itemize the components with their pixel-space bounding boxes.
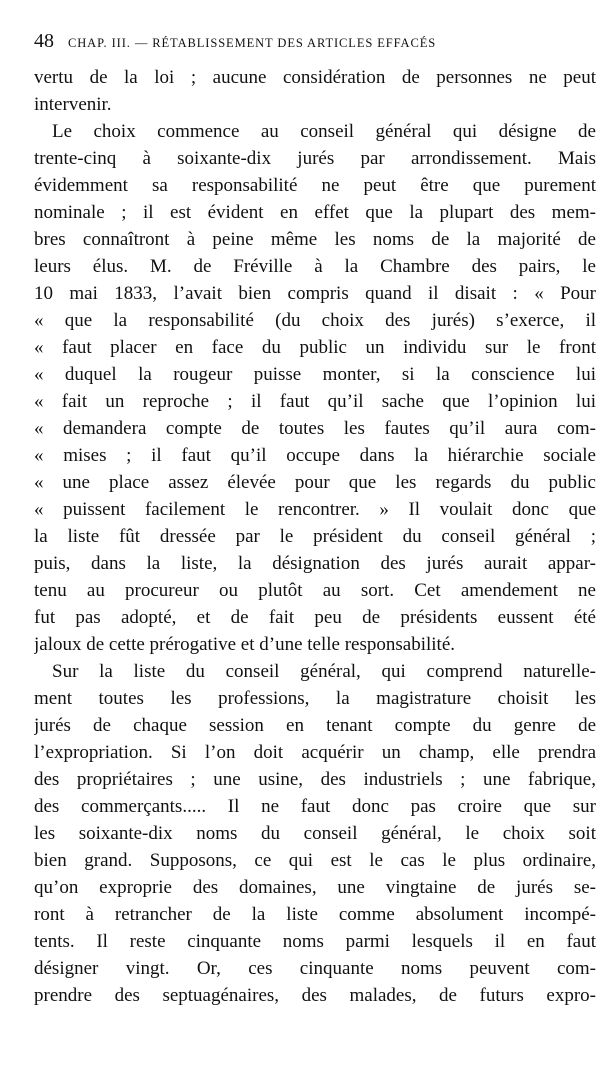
text-line: fut pas adopté, et de fait peu de présidents eussent été	[34, 607, 596, 628]
paragraph	[34, 658, 596, 1009]
text-line: jurés de chaque session en tenant compte du genre de	[34, 715, 596, 736]
text-line: « demandera compte de toutes les fautes qu’il aura com-	[34, 418, 596, 439]
body-text	[34, 64, 596, 1009]
text-line: trente-cinq à soixante-dix jurés par arrondissement. Mais	[34, 148, 596, 169]
text-line: tenu au procureur ou plutôt au sort. Cet amendement ne	[34, 580, 596, 601]
paragraph	[34, 64, 596, 118]
text-line: des commerçants..... Il ne faut donc pas croire que sur	[34, 796, 596, 817]
page-header	[34, 30, 594, 52]
text-line: « faut placer en face du public un individu sur le front	[34, 337, 596, 358]
text-line: évidemment sa responsabilité ne peut être que purement	[34, 175, 596, 196]
text-line: prendre des septuagénaires, des malades, de futurs expro-	[34, 985, 596, 1006]
text-line: tents. Il reste cinquante noms parmi lesquels il en faut	[34, 931, 596, 952]
text-line: « fait un reproche ; il faut qu’il sache que l’opinion lui	[34, 391, 596, 412]
text-line: vertu de la loi ; aucune considération de personnes ne peut	[34, 67, 596, 88]
text-line: « que la responsabilité (du choix des jurés) s’exerce, il	[34, 310, 596, 331]
paragraph	[34, 118, 596, 658]
text-line: intervenir.	[34, 94, 112, 115]
text-line: puis, dans la liste, la désignation des jurés aurait appar-	[34, 553, 596, 574]
text-line: nominale ; il est évident en effet que la plupart des mem-	[34, 202, 596, 223]
text-line: la liste fût dressée par le président du conseil général ;	[34, 526, 596, 547]
text-line: « puissent facilement le rencontrer. » Il voulait donc que	[34, 499, 596, 520]
text-line: l’expropriation. Si l’on doit acquérir un champ, elle prendra	[34, 742, 596, 763]
text-line: des propriétaires ; une usine, des industriels ; une fabrique,	[34, 769, 596, 790]
text-line: « une place assez élevée pour que les regards du public	[34, 472, 596, 493]
running-title: CHAP. III. — RÉTABLISSEMENT DES ARTICLES EFFACÉS	[68, 36, 437, 50]
text-line: bres connaîtront à peine même les noms de la majorité de	[34, 229, 596, 250]
text-line: désigner vingt. Or, ces cinquante noms peuvent com-	[34, 958, 596, 979]
page-number: 48	[34, 30, 54, 52]
text-line: Le choix commence au conseil général qui désigne de	[52, 121, 596, 142]
text-line: 10 mai 1833, l’avait bien compris quand il disait : « Pour	[34, 283, 596, 304]
text-line: Sur la liste du conseil général, qui comprend naturelle-	[52, 661, 596, 682]
text-line: « mises ; il faut qu’il occupe dans la hiérarchie sociale	[34, 445, 596, 466]
text-line: « duquel la rougeur puisse monter, si la conscience lui	[34, 364, 596, 385]
text-line: ment toutes les professions, la magistrature choisit les	[34, 688, 596, 709]
text-line: qu’on exproprie des domaines, une vingtaine de jurés se-	[34, 877, 596, 898]
text-line: les soixante-dix noms du conseil général, le choix soit	[34, 823, 596, 844]
text-line: ront à retrancher de la liste comme absolument incompé-	[34, 904, 596, 925]
text-line: leurs élus. M. de Fréville à la Chambre des pairs, le	[34, 256, 596, 277]
text-line: jaloux de cette prérogative et d’une telle responsabilité.	[34, 634, 455, 655]
text-line: bien grand. Supposons, ce qui est le cas le plus ordinaire,	[34, 850, 596, 871]
